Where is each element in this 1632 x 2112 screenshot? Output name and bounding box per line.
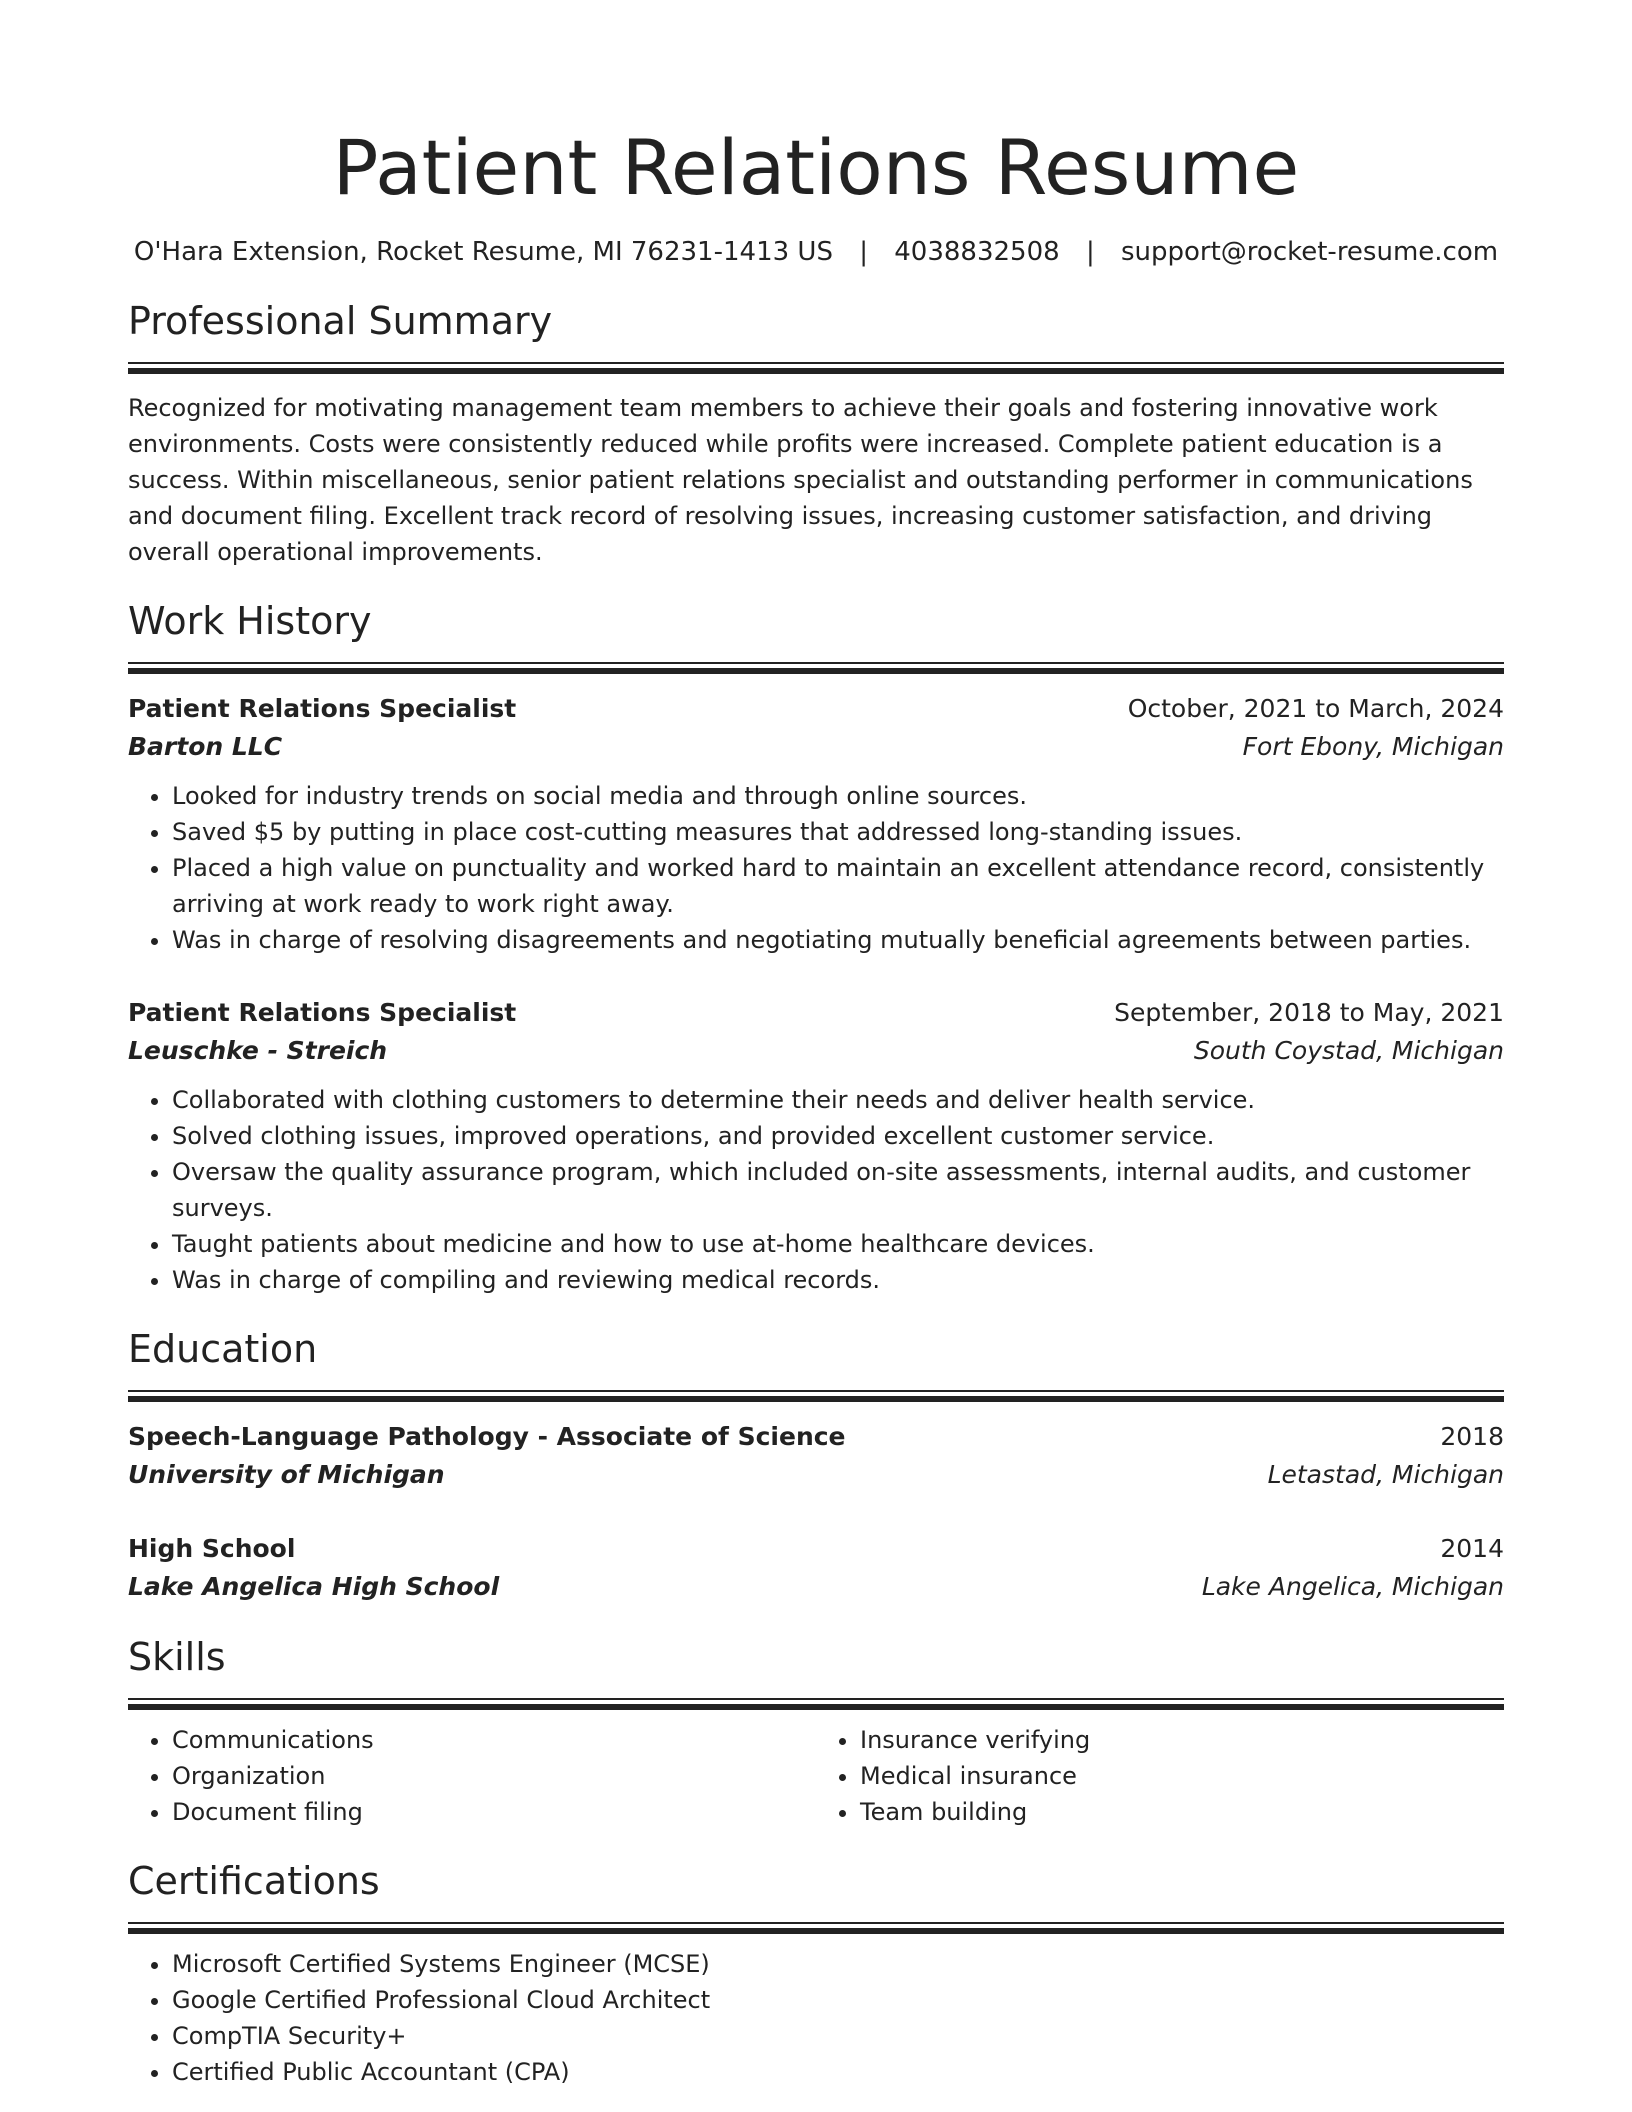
education-subheader <box>128 1456 1504 1494</box>
contact-phone: 4038832508 <box>894 237 1060 267</box>
list-item: • Medical insurance <box>860 1758 1504 1794</box>
job-title: Patient Relations Specialist <box>128 694 517 723</box>
list-item: • Solved clothing issues, improved operations, and provided excellent customer service. <box>172 1118 1504 1154</box>
education-year: 2018 <box>1440 1422 1504 1451</box>
list-item: • Team building <box>860 1794 1504 1830</box>
job-entry <box>128 690 1504 958</box>
education-year: 2014 <box>1440 1534 1504 1563</box>
section-title: Professional Summary <box>128 299 553 343</box>
list-item: • CompTIA Security+ <box>172 2018 1504 2054</box>
section-title: Work History <box>128 599 372 643</box>
skills-list-right <box>816 1722 1504 1830</box>
section-title: Education <box>128 1327 318 1371</box>
job-dates: September, 2018 to May, 2021 <box>1114 998 1504 1027</box>
education-location: Lake Angelica, Michigan <box>1201 1572 1504 1601</box>
list-item: • Microsoft Certified Systems Engineer (MCSE) <box>172 1946 1504 1982</box>
summary-text: Recognized for motivating management team members to achieve their goals and fostering innovative work environments. Costs were consistently reduced while profits were increased. Complete patient education is a success. Within miscellaneous, senior patient relations specialist and outstanding performer in communications and document filing. Excellent track record of resolving issues, increasing customer satisfaction, and driving overall operational improvements. <box>128 394 1473 566</box>
education-header <box>128 1418 1504 1456</box>
education-school: University of Michigan <box>128 1460 445 1489</box>
section-divider <box>128 662 1504 672</box>
job-bullets <box>128 1082 1504 1298</box>
resume-page <box>128 118 1504 2090</box>
list-item: • Was in charge of resolving disagreements and negotiating mutually beneficial agreements between parties. <box>172 922 1504 958</box>
list-item: • Communications <box>172 1722 816 1758</box>
job-header <box>128 690 1504 728</box>
job-company: Barton LLC <box>128 732 283 761</box>
job-bullets <box>128 778 1504 958</box>
skills-columns <box>128 1722 1504 1830</box>
list-item: • Collaborated with clothing customers to determine their needs and deliver health service. <box>172 1082 1504 1118</box>
section-divider <box>128 1698 1504 1708</box>
list-item: • Insurance verifying <box>860 1722 1504 1758</box>
list-item: • Looked for industry trends on social media and through online sources. <box>172 778 1504 814</box>
education-subheader <box>128 1568 1504 1606</box>
education-section <box>128 1324 1504 1606</box>
job-title: Patient Relations Specialist <box>128 998 517 1027</box>
education-entry <box>128 1530 1504 1606</box>
list-item: • Taught patients about medicine and how to use at-home healthcare devices. <box>172 1226 1504 1262</box>
job-header <box>128 994 1504 1032</box>
section-divider <box>128 1922 1504 1932</box>
contact-address: O'Hara Extension, Rocket Resume, MI 76231-1413 US <box>133 237 833 267</box>
list-item: • Google Certified Professional Cloud Architect <box>172 1982 1504 2018</box>
education-school: Lake Angelica High School <box>128 1572 500 1601</box>
job-company: Leuschke - Streich <box>128 1036 388 1065</box>
education-header <box>128 1530 1504 1568</box>
list-item: • Document filing <box>172 1794 816 1830</box>
section-divider <box>128 1390 1504 1400</box>
skills-list-left <box>128 1722 816 1830</box>
education-entry <box>128 1418 1504 1494</box>
contact-separator: | <box>1085 237 1095 267</box>
list-item: • Oversaw the quality assurance program, which included on-site assessments, internal audits, and customer surveys. <box>172 1154 1504 1226</box>
contact-line <box>128 234 1504 270</box>
education-degree: High School <box>128 1534 296 1563</box>
job-location: South Coystad, Michigan <box>1193 1036 1504 1065</box>
education-degree: Speech-Language Pathology - Associate of Science <box>128 1422 846 1451</box>
resume-title: Patient Relations Resume <box>332 123 1300 212</box>
section-divider <box>128 362 1504 372</box>
job-location: Fort Ebony, Michigan <box>1242 732 1504 761</box>
section-title: Certifications <box>128 1859 380 1903</box>
education-location: Letastad, Michigan <box>1267 1460 1504 1489</box>
job-subheader <box>128 1032 1504 1070</box>
contact-email: support@rocket-resume.com <box>1120 237 1499 267</box>
list-item: • Certified Public Accountant (CPA) <box>172 2054 1504 2090</box>
work-history-section <box>128 596 1504 1298</box>
contact-separator: | <box>859 237 868 267</box>
list-item: • Placed a high value on punctuality and worked hard to maintain an excellent attendance record, consistently arriving at work ready to work right away. <box>172 850 1504 922</box>
job-dates: October, 2021 to March, 2024 <box>1127 694 1504 723</box>
skills-section <box>128 1632 1504 1830</box>
list-item: • Was in charge of compiling and reviewing medical records. <box>172 1262 1504 1298</box>
section-title: Skills <box>128 1635 226 1679</box>
certifications-list <box>128 1946 1504 2090</box>
certifications-section <box>128 1856 1504 2090</box>
job-entry <box>128 994 1504 1298</box>
summary-section <box>128 296 1504 570</box>
job-subheader <box>128 728 1504 766</box>
list-item: • Organization <box>172 1758 816 1794</box>
list-item: • Saved $5 by putting in place cost-cutting measures that addressed long-standing issues. <box>172 814 1504 850</box>
